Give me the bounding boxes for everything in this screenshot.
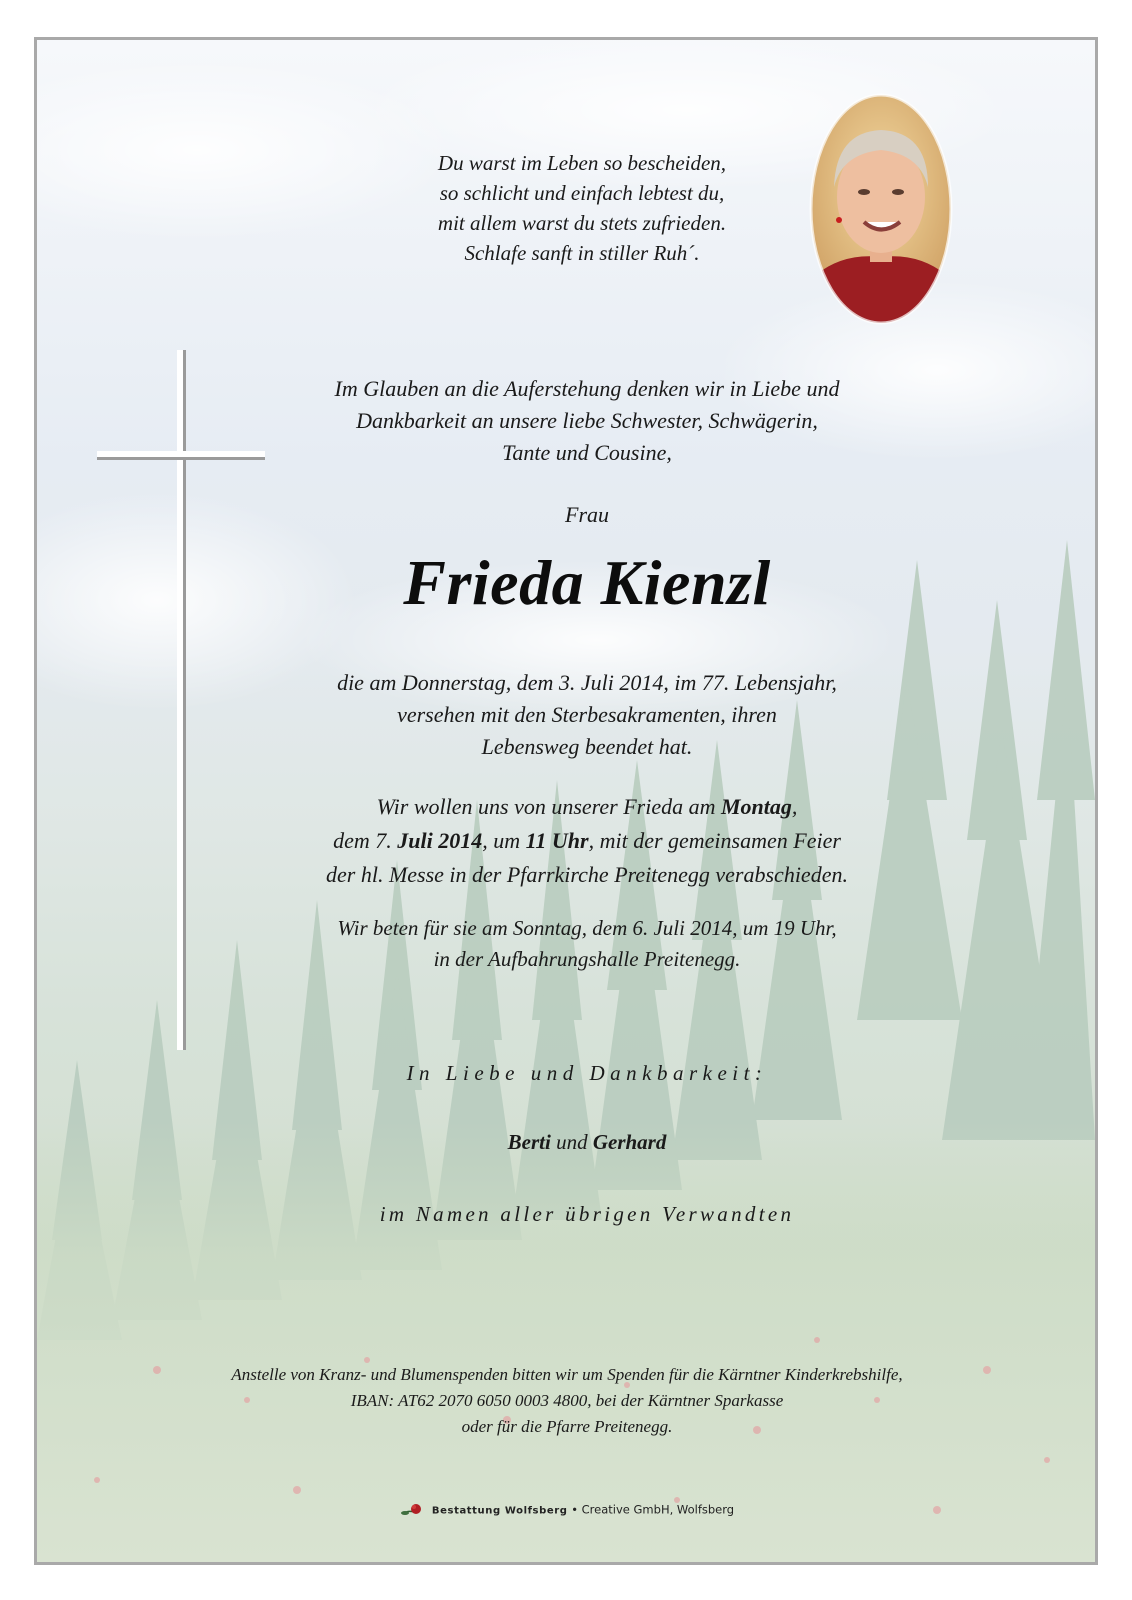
intro-line: Tante und Cousine, [502,440,672,465]
death-line: versehen mit den Sterbesakramenten, ihren [397,702,777,727]
thanks-heading: In Liebe und Dankbarkeit: [406,1061,768,1085]
intro-line: Dankbarkeit an unsere liebe Schwester, Schwägerin, [356,408,818,433]
death-line: Lebensweg beendet hat. [481,734,693,759]
funeral-line-3: der hl. Messe in der Pfarrkirche Preitenegg verabschieden. [326,862,848,887]
funeral-text: , um [482,828,526,853]
footer-separator: • [567,1502,582,1517]
funeral-date: Juli 2014 [397,828,483,853]
intro-line: Im Glauben an die Auferstehung denken wir in Liebe und [334,376,840,401]
family-member: Berti [507,1130,551,1154]
footer [37,1500,1095,1520]
donation-note [97,1362,1037,1440]
poem-line: so schlicht und einfach lebtest du, [439,181,725,205]
rose-logo-icon [398,1500,426,1520]
funeral-details [177,790,997,892]
poem-line: Du warst im Leben so bescheiden, [437,151,727,175]
poem-line: mit allem warst du stets zufrieden. [437,211,727,235]
funeral-line-2 [177,824,997,858]
poem-line: Schlafe sanft in stiller Ruh´. [464,241,700,265]
footer-company: Creative GmbH, Wolfsberg [581,1502,735,1517]
intro-text [177,373,997,469]
obituary-card [34,37,1098,1565]
meadow [37,1120,1095,1562]
footer-brand: Bestattung Wolfsberg [431,1505,568,1517]
death-line: die am Donnerstag, dem 3. Juli 2014, im 77. Lebensjahr, [337,670,837,695]
prayer-line: in der Aufbahrungshalle Preitenegg. [433,947,741,971]
salutation: Frau [565,502,609,527]
relatives-note: im Namen aller übrigen Verwandten [379,1202,795,1226]
funeral-day: Montag [721,794,792,819]
family-conjunction: und [550,1130,593,1154]
donation-line: Anstelle von Kranz- und Blumenspenden bitten wir um Spenden für die Kärntner Kinderkrebshilfe, [231,1365,903,1384]
death-notice [177,667,997,763]
funeral-time: 11 Uhr [525,828,589,853]
poem [247,148,917,268]
prayer-line: Wir beten für sie am Sonntag, dem 6. Juli 2014, um 19 Uhr, [337,916,837,940]
family-signature [177,1130,997,1155]
funeral-line-1 [177,790,997,824]
donation-line: IBAN: AT62 2070 6050 0003 4800, bei der Kärntner Sparkasse [350,1391,784,1410]
funeral-text: Wir wollen uns von unserer Frieda am [376,794,721,819]
donation-line: oder für die Pfarre Preitenegg. [461,1417,673,1436]
family-member: Gerhard [592,1130,667,1154]
funeral-text: , [791,794,798,819]
funeral-text: , mit der gemeinsamen Feier [588,828,841,853]
prayer-details [177,913,997,975]
deceased-name: Frieda Kienzl [403,547,771,618]
funeral-text: dem 7. [333,828,398,853]
